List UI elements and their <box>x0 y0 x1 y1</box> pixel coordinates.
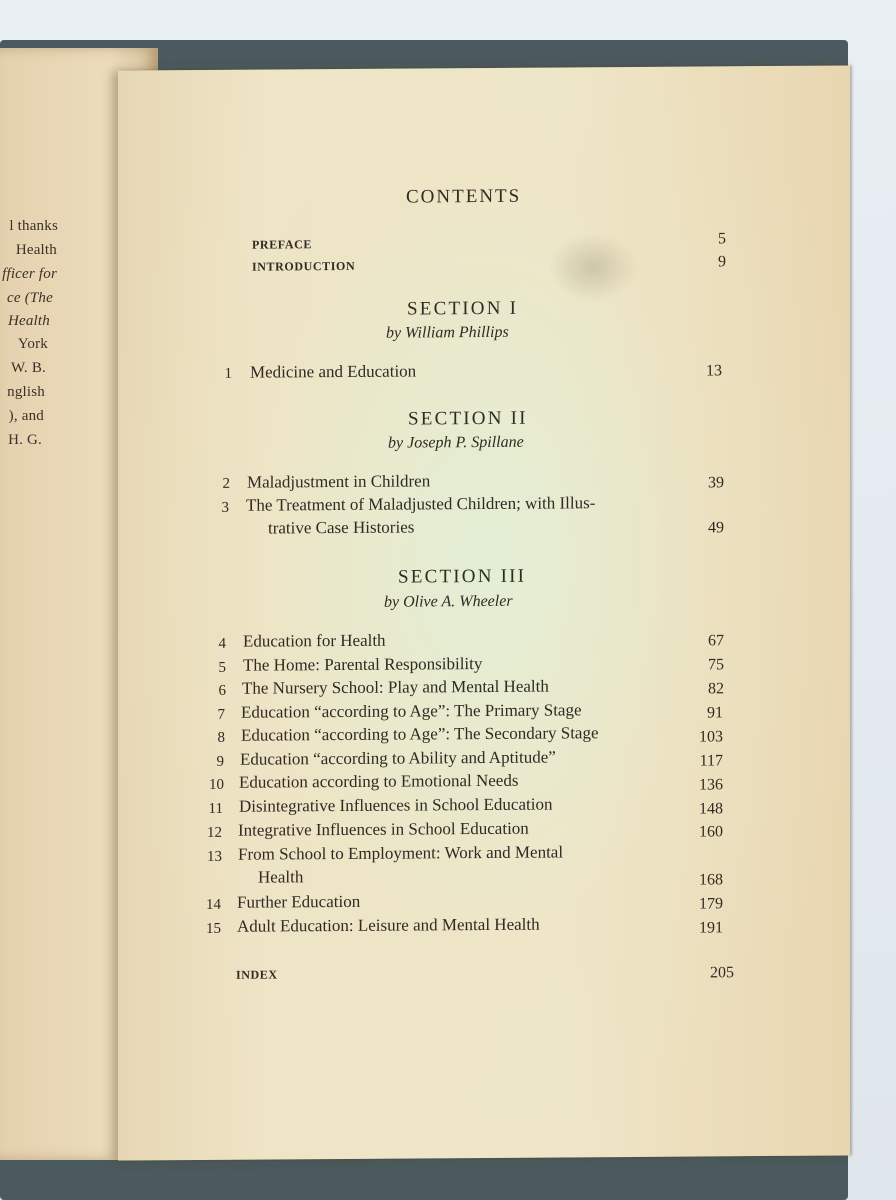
chapter-page: 191 <box>699 919 723 937</box>
chapter-page: 49 <box>708 519 724 537</box>
section-title: SECTION II <box>408 407 528 430</box>
chapter-title: Disintegrative Influences in School Education <box>239 794 553 816</box>
chapter-number: 10 <box>209 776 224 793</box>
chapter-number: 12 <box>207 824 222 841</box>
chapter-page: 91 <box>707 704 723 722</box>
chapter-page: 117 <box>699 752 723 770</box>
section-title: SECTION I <box>407 297 519 320</box>
chapter-title: Education according to Emotional Needs <box>239 770 519 792</box>
chapter-title: The Home: Parental Responsibility <box>243 654 483 675</box>
chapter-title: Adult Education: Leisure and Mental Health <box>237 914 540 936</box>
right-page <box>118 65 850 1160</box>
chapter-title: Education for Health <box>243 630 386 651</box>
chapter-title: From School to Employment: Work and Mental <box>238 842 564 864</box>
chapter-number: 4 <box>218 635 226 652</box>
chapter-number: 13 <box>207 848 222 865</box>
chapter-title-continued: Health <box>258 867 304 887</box>
chapter-number: 8 <box>217 729 225 746</box>
left-page-line: Health <box>15 242 57 258</box>
chapter-page: 168 <box>699 871 723 889</box>
front-matter-page: 9 <box>718 253 726 271</box>
chapter-title: Education “according to Age”: The Secondary Stage <box>241 723 599 745</box>
left-page-line: nglish <box>7 384 45 400</box>
chapter-number: 1 <box>224 365 232 382</box>
chapter-page: 75 <box>708 656 724 674</box>
chapter-number: 11 <box>208 800 223 817</box>
left-page-line: ce (The <box>7 290 53 306</box>
left-page-line: l thanks <box>9 218 58 234</box>
front-matter-label: INTRODUCTION <box>252 258 356 274</box>
chapter-page: 39 <box>708 474 724 492</box>
chapter-number: 3 <box>221 499 229 516</box>
chapter-title: Integrative Influences in School Education <box>238 818 529 840</box>
front-matter-page: 5 <box>718 230 726 248</box>
chapter-title: Medicine and Education <box>250 361 417 382</box>
chapter-number: 5 <box>218 659 226 676</box>
section-byline: by William Phillips <box>386 323 509 342</box>
chapter-page: 148 <box>699 800 723 818</box>
chapter-number: 14 <box>206 896 221 913</box>
left-page-line: ), and <box>8 408 44 424</box>
chapter-page: 67 <box>708 632 724 650</box>
left-page-line: fficer for <box>2 266 57 282</box>
chapter-title: Maladjustment in Children <box>247 471 431 492</box>
section-byline: by Olive A. Wheeler <box>384 592 513 611</box>
front-matter-label: PREFACE <box>252 237 312 252</box>
left-page-line: H. G. <box>8 432 42 448</box>
chapter-number: 6 <box>218 682 226 699</box>
chapter-page: 82 <box>708 680 724 698</box>
contents-title: CONTENTS <box>406 185 522 208</box>
chapter-title: Further Education <box>237 891 361 912</box>
chapter-title: The Treatment of Maladjusted Children; with Illus- <box>246 493 596 515</box>
section-byline: by Joseph P. Spillane <box>388 433 524 452</box>
chapter-title: The Nursery School: Play and Mental Health <box>242 676 549 698</box>
page-stain <box>548 232 638 303</box>
chapter-page: 103 <box>699 728 723 746</box>
chapter-number: 2 <box>222 475 230 492</box>
chapter-page: 13 <box>706 362 722 380</box>
section-title: SECTION III <box>398 565 527 588</box>
chapter-number: 9 <box>216 753 224 770</box>
chapter-number: 15 <box>206 920 221 937</box>
left-page-line: Health <box>7 313 50 329</box>
chapter-title: Education “according to Ability and Aptitude” <box>240 747 556 769</box>
chapter-number: 7 <box>217 706 225 723</box>
chapter-title-continued: trative Case Histories <box>268 517 415 538</box>
chapter-title: Education “according to Age”: The Primary Stage <box>241 700 582 722</box>
left-page-line: York <box>17 336 48 352</box>
back-matter-label: INDEX <box>236 967 278 982</box>
back-matter-page: 205 <box>710 964 734 982</box>
chapter-page: 179 <box>699 895 723 913</box>
chapter-page: 136 <box>699 776 723 794</box>
chapter-page: 160 <box>699 823 723 841</box>
left-page-line: W. B. <box>10 360 46 376</box>
